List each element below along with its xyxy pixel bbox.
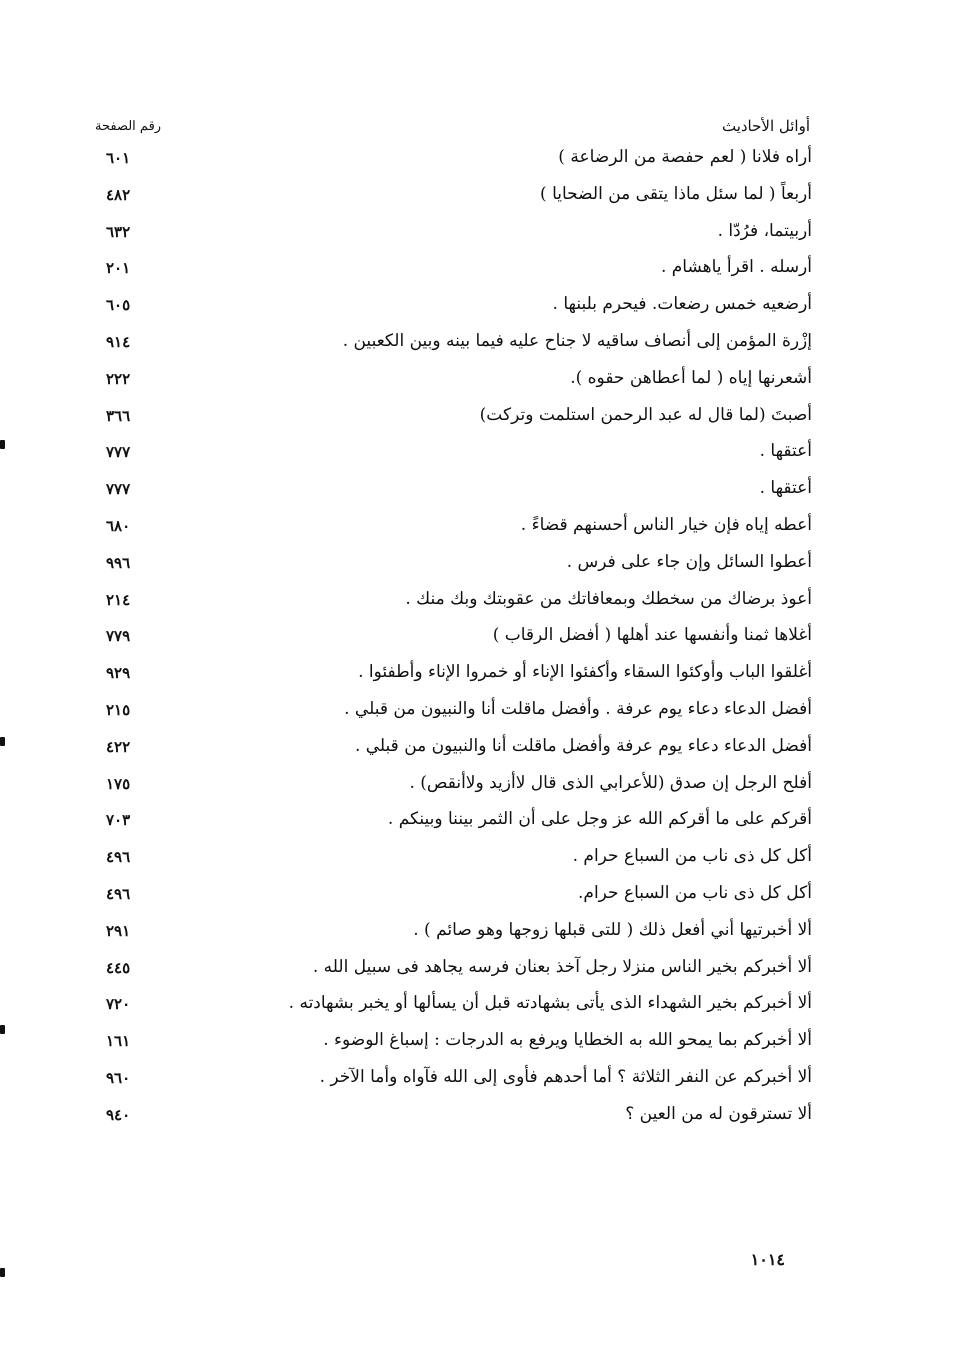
page-ref: ٦٠٥ (106, 296, 131, 315)
hadith-text: أكل كل ذى ناب من السباع حرام . (572, 846, 812, 867)
page-ref: ٦٨٠ (106, 516, 131, 535)
hadith-text: أصبتَ (لما قال له عبد الرحمن استلمت وتركت) (479, 404, 812, 425)
list-item (90, 1026, 812, 1063)
hadith-text: ألا تسترقون له من العين ؟ (625, 1103, 812, 1124)
hadith-text: أربيتما، فرُدّا . (717, 220, 812, 241)
page-ref: ٣٦٦ (106, 406, 131, 425)
page-ref: ٩٦٠ (106, 1068, 131, 1087)
page-ref: ٧٧٩ (106, 627, 131, 646)
page-column-label: رقم الصفحة (95, 119, 162, 134)
scan-edge-mark (0, 737, 5, 746)
hadith-text: ألا أخبركم بخير الشهداء الذى يأتى بشهادته قبل أن يسألها أو يخبر بشهادته . (288, 993, 812, 1014)
page-ref: ٤٨٢ (106, 185, 131, 204)
page-ref: ٢٠١ (106, 259, 131, 278)
hadith-text: أغلقوا الباب وأوكئوا السقاء وأكفئوا الإناء أو خمروا الإناء وأطفئوا . (358, 662, 812, 683)
page-number: ١٠١٤ (750, 1250, 785, 1269)
hadith-text: ألا أخبرتيها أني أفعل ذلك ( للتى قبلها زوجها وهو صائم ) . (413, 919, 812, 940)
list-item (90, 180, 812, 217)
hadith-text: أعوذ برضاك من سخطك وبمعافاتك من عقوبتك وبك منك . (405, 588, 812, 609)
list-item (90, 253, 812, 290)
page-ref: ٧٧٧ (106, 443, 131, 462)
page-ref: ٢٢٢ (106, 369, 131, 388)
list-item (90, 989, 812, 1026)
page-ref: ٧٠٣ (106, 811, 131, 830)
list-item (90, 143, 812, 180)
hadith-text: أعتقها . (759, 478, 812, 499)
page-ref: ٩١٤ (106, 332, 131, 351)
hadith-text: أفضل الدعاء دعاء يوم عرفة . وأفضل ماقلت أنا والنبيون من قبلي . (344, 698, 812, 719)
page-ref: ٤٤٥ (106, 958, 131, 977)
page-ref: ٧٧٧ (106, 480, 131, 499)
hadith-text: إزْرة المؤمن إلى أنصاف ساقيه لا جناح عليه فيما بينه وبين الكعبين . (342, 330, 812, 351)
hadith-text: أعطوا السائل وإن جاء على فرس . (566, 551, 812, 572)
page-ref: ٢٩١ (106, 921, 131, 940)
list-item (90, 769, 812, 806)
hadith-text: ألا أخبركم عن النفر الثلاثة ؟ أما أحدهم فأوى إلى الله فآواه وأما الآخر . (319, 1066, 812, 1087)
hadith-index-list (90, 143, 812, 1137)
hadith-text: أراه فلانا ( لعم حفصة من الرضاعة ) (558, 147, 812, 167)
page-ref: ٩٩٦ (106, 553, 131, 572)
hadith-text: أعطه إياه فإن خيار الناس أحسنهم قضاءً . (520, 514, 812, 535)
page-ref: ٤٩٦ (106, 884, 131, 903)
list-item (90, 695, 812, 732)
page-ref: ٦٣٢ (106, 222, 131, 241)
page-ref: ٩٢٩ (106, 664, 131, 683)
list-item (90, 621, 812, 658)
hadith-text: أرسله . اقرأ ياهشام . (660, 257, 812, 278)
scan-edge-mark (0, 1268, 5, 1277)
list-item (90, 842, 812, 879)
list-item (90, 879, 812, 916)
hadith-text: أشعرنها إياه ( لما أعطاهن حقوه ). (570, 367, 812, 388)
list-item (90, 217, 812, 254)
list-item (90, 1100, 812, 1137)
list-item (90, 327, 812, 364)
list-item (90, 585, 812, 622)
hadith-text: أفضل الدعاء دعاء يوم عرفة وأفضل ماقلت أنا والنبيون من قبلي . (354, 735, 812, 756)
list-item (90, 290, 812, 327)
scan-edge-mark (0, 1025, 5, 1034)
list-item (90, 658, 812, 695)
list-item (90, 732, 812, 769)
hadith-text: ألا أخبركم بما يمحو الله به الخطايا ويرفع به الدرجات : إسباغ الوضوء . (323, 1030, 812, 1051)
list-item (90, 1063, 812, 1100)
list-item (90, 548, 812, 585)
page-ref: ٩٤٠ (106, 1105, 131, 1124)
list-item (90, 474, 812, 511)
page-ref: ٦٠١ (106, 149, 131, 167)
hadith-text: أربعاً ( لما سئل ماذا يتقى من الضحايا ) (540, 183, 812, 204)
hadith-text: أكل كل ذى ناب من السباع حرام. (578, 882, 812, 903)
page-ref: ١٧٥ (106, 774, 131, 793)
scan-edge-mark (0, 440, 5, 449)
hadith-text: أعتقها . (759, 441, 812, 462)
list-item (90, 805, 812, 842)
hadith-text: أغلاها ثمنا وأنفسها عند أهلها ( أفضل الرقاب ) (492, 625, 812, 646)
page-ref: ٢١٥ (106, 700, 131, 719)
page-ref: ١٦١ (106, 1032, 131, 1051)
hadith-text: أفلح الرجل إن صدق (للأعرابي الذى قال لاأزيد ولاأنقص) . (409, 772, 812, 793)
hadith-text: ألا أخبركم بخير الناس منزلا رجل آخذ بعنان فرسه يجاهد فى سبيل الله . (312, 956, 812, 977)
list-item (90, 364, 812, 401)
section-title: أوائل الأحاديث (721, 117, 810, 135)
hadith-text: أقركم على ما أقركم الله عز وجل على أن الثمر بيننا وبينكم . (387, 809, 812, 830)
page-ref: ٢١٤ (106, 590, 131, 609)
page-ref: ٤٢٢ (106, 737, 131, 756)
list-item (90, 953, 812, 990)
page-ref: ٤٩٦ (106, 848, 131, 867)
list-item (90, 916, 812, 953)
hadith-text: أرضعيه خمس رضعات. فيحرم بلبنها . (552, 294, 812, 315)
list-item (90, 437, 812, 474)
list-item (90, 511, 812, 548)
list-item (90, 401, 812, 438)
page-ref: ٧٢٠ (106, 995, 131, 1014)
